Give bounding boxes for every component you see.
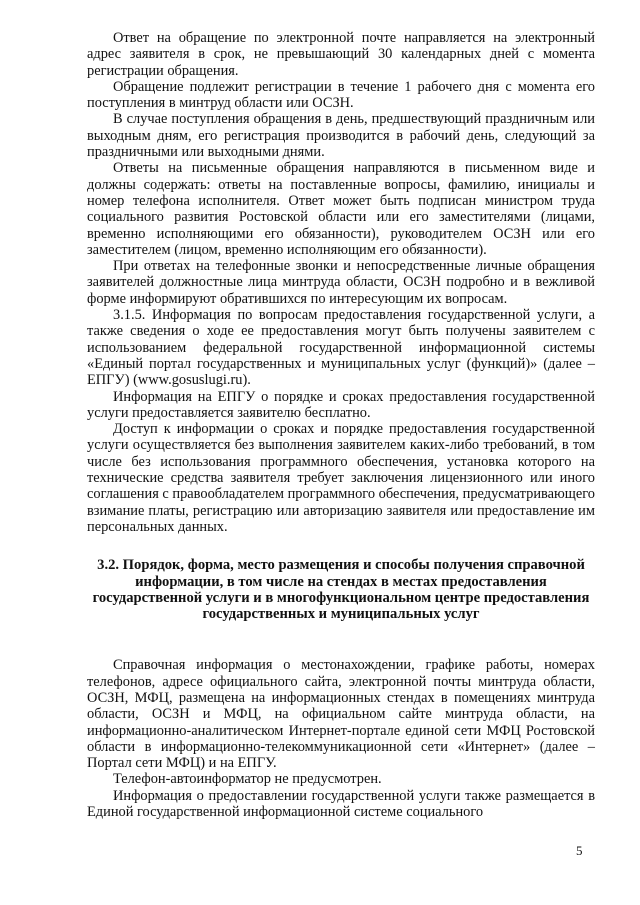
paragraph-registration-term: Обращение подлежит регистрации в течение 1 рабочего дня с момента его поступления в минтруд области или ОСЗН. — [87, 78, 595, 112]
paragraph-epgu-free: Информация на ЕПГУ о порядке и сроках предоставления государственной услуги предоставляется заявителю бесплатно. — [87, 388, 595, 421]
paragraph-phone-replies: При ответах на телефонные звонки и непосредственные личные обращения заявителей должностные лица минтруда области, ОСЗН подробно и в вежливой форме информируют обратившихся по интересующим их вопросам. — [87, 258, 595, 307]
paragraph-access-info: Доступ к информации о сроках и порядке предоставления государственной услуги осуществляется без выполнения заявителем каких-либо требований, в том числе без использования программного обеспечения, установка которого на технические средства заявителя требует заключения лицензионного или иного соглашения с правообладателем программного обеспечения, предусматривающего взимание платы, регистрацию или авторизацию заявителя или предоставление им персональных данных. — [87, 421, 595, 535]
document-page — [87, 30, 595, 820]
paragraph-egis-info: Информация о предоставлении государственной услуги также размещается в Единой государственной информационной системе социального — [87, 787, 595, 821]
paragraph-email-reply: Ответ на обращение по электронной почте направляется на электронный адрес заявителя в срок, не превышающий 30 календарных дней с момента регистрации обращения. — [87, 30, 595, 79]
section-title-3-2: 3.2. Порядок, форма, место размещения и способы получения справочной информации, в том числе на стендах в местах предоставления государственной услуги и в многофункциональном центре предоставления государственных и муниципальных услуг — [92, 557, 590, 623]
paragraph-3-1-5: 3.1.5. Информация по вопросам предоставления государственной услуги, а также сведения о ходе ее предоставления могут быть получены заявителем с использованием федеральной государственной информационной системы «Единый портал государственных и муниципальных услуг (функций)» (далее – ЕПГУ) (www.gosuslugi.ru). — [87, 307, 595, 389]
paragraph-holiday-registration: В случае поступления обращения в день, предшествующий праздничным или выходным дням, его регистрация производится в рабочий день, следующий за праздничными или выходными днями. — [87, 111, 595, 161]
paragraph-reference-info: Справочная информация о местонахождении, графике работы, номерах телефонов, адресе официального сайта, электронной почты минтруда области, ОСЗН, МФЦ, размещена на информационных стендах в помещениях минтруда области, ОСЗН и МФЦ, на официальном сайте минтруда области, на информационно-аналитическом Интернет-портале единой сети МФЦ Ростовской области в информационно-телекоммуникационной сети «Интернет» (далее – Портал сети МФЦ) и на ЕПГУ. — [87, 657, 595, 772]
paragraph-written-replies: Ответы на письменные обращения направляются в письменном виде и должны содержать: ответы на поставленные вопросы, фамилию, инициалы и номер телефона исполнителя. Ответ может быть подписан министром труда социального развития Ростовской области или его заместителями (лицами, временно исполняющими его обязанности), руководителем ОСЗН или его заместителем (лицом, временно исполняющим его обязанности). — [87, 160, 595, 258]
page-number: 5 — [576, 843, 583, 858]
paragraph-autoinformer: Телефон-автоинформатор не предусмотрен. — [113, 771, 382, 788]
